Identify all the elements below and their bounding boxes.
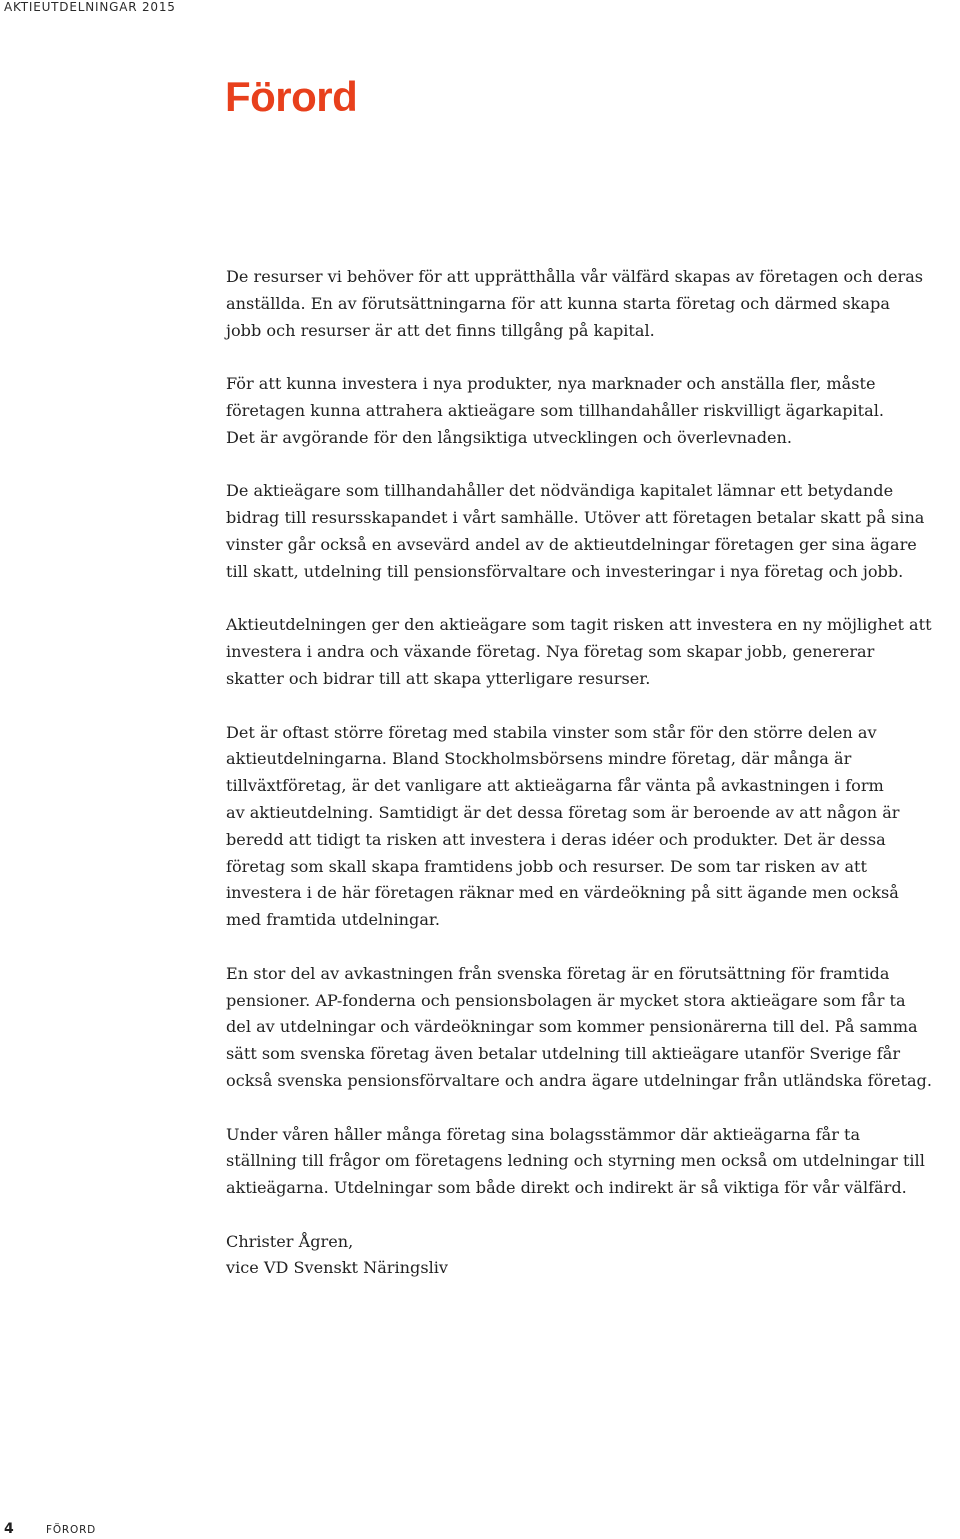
text-line: De aktieägare som tillhandahåller det nödvändiga kapitalet lämnar ett betydande <box>226 481 894 501</box>
text-line: aktieägarna. Utdelningar som både direkt och indirekt är så viktiga för vår välfärd. <box>226 1178 907 1198</box>
running-header: AKTIEUTDELNINGAR 2015 <box>4 0 176 14</box>
text-line: av aktieutdelning. Samtidigt är det dessa företag som är beroende av att någon är <box>226 802 900 822</box>
text-line: investera i de här företagen räknar med en värdeökning på sitt ägande men också <box>226 883 899 903</box>
paragraph-1 <box>226 264 960 344</box>
text-line: beredd att tidigt ta risken att investera i deras idéer och produkter. Det är dessa <box>226 829 886 849</box>
text-line: Aktieutdelningen ger den aktieägare som tagit risken att investera en ny möjlighet att <box>226 615 932 635</box>
page-number: 4 <box>4 1521 14 1537</box>
text-line: pensioner. AP-fonderna och pensionsbolagen är mycket stora aktieägare som får ta <box>226 990 906 1010</box>
text-line: aktieutdelningarna. Bland Stockholmsbörsens mindre företag, där många är <box>226 749 852 769</box>
text-line: Det är avgörande för den långsiktiga utvecklingen och överlevnaden. <box>226 427 793 447</box>
signature-role: vice VD Svenskt Näringsliv <box>226 1258 448 1278</box>
text-line: med framtida utdelningar. <box>226 910 440 930</box>
text-line: sätt som svenska företag även betalar utdelning till aktieägare utanför Sverige får <box>226 1044 901 1064</box>
paragraph-4 <box>226 612 960 692</box>
text-line: vinster går också en avsevärd andel av de aktieutdelningar företagen ger sina ägare <box>226 534 917 554</box>
text-line: skatter och bidrar till att skapa ytterligare resurser. <box>226 668 651 688</box>
paragraph-6 <box>226 961 960 1095</box>
text-line: För att kunna investera i nya produkter, nya marknader och anställa fler, måste <box>226 374 876 394</box>
body-text <box>226 264 960 1309</box>
text-line: jobb och resurser är att det finns tillgång på kapital. <box>226 320 655 340</box>
text-line: Under våren håller många företag sina bolagsstämmor där aktieägarna får ta <box>226 1124 861 1144</box>
text-line: investera i andra och växande företag. Nya företag som skapar jobb, genererar <box>226 642 875 662</box>
text-line: De resurser vi behöver för att upprätthålla vår välfärd skapas av företagen och deras <box>226 267 924 286</box>
signature <box>226 1229 960 1283</box>
text-line: företag som skall skapa framtidens jobb och resurser. De som tar risken av att <box>226 856 867 876</box>
text-line: del av utdelningar och värdeökningar som kommer pensionärerna till del. På samma <box>226 1017 918 1037</box>
page-title: Förord <box>225 73 358 120</box>
text-line: tillväxtföretag, är det vanligare att aktieägarna får vänta på avkastningen i form <box>226 776 884 796</box>
text-line: ställning till frågor om företagens ledning och styrning men också om utdelningar till <box>226 1151 925 1171</box>
footer-section-label: FÖRORD <box>46 1524 97 1536</box>
text-line: företagen kunna attrahera aktieägare som tillhandahåller riskvilligt ägarkapital. <box>226 400 884 420</box>
paragraph-5 <box>226 720 960 934</box>
paragraph-2 <box>226 371 960 451</box>
paragraph-3 <box>226 478 960 585</box>
text-line: anställda. En av förutsättningarna för att kunna starta företag och därmed skapa <box>226 293 890 313</box>
signature-name: Christer Ågren, <box>226 1231 354 1251</box>
text-line: bidrag till resursskapandet i vårt samhälle. Utöver att företagen betalar skatt på sina <box>226 508 925 528</box>
text-line: Det är oftast större företag med stabila vinster som står för den större delen av <box>226 722 877 742</box>
text-line: till skatt, utdelning till pensionsförvaltare och investeringar i nya företag och jobb. <box>226 561 904 581</box>
text-line: också svenska pensionsförvaltare och andra ägare utdelningar från utländska företag. <box>226 1070 932 1090</box>
text-line: En stor del av avkastningen från svenska företag är en förutsättning för framtida <box>226 963 890 983</box>
paragraph-7 <box>226 1122 960 1202</box>
